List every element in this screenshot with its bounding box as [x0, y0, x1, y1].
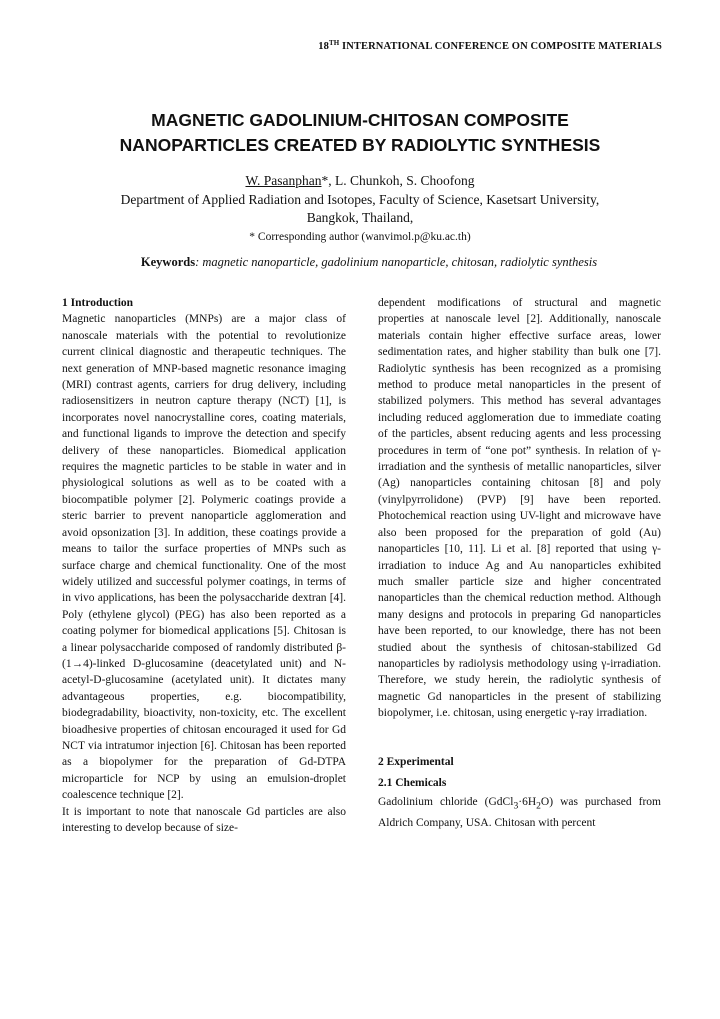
chemicals-text-3: O) was purchased from Aldrich Company, USA. Chitosan with percent [378, 796, 661, 830]
section-heading-experimental: 2 Experimental [378, 755, 454, 768]
intro-paragraph-2: It is important to note that nanoscale Gd particles are also interesting to develop because of size- [62, 805, 346, 834]
corresponding-author: * Corresponding author (wanvimol.p@ku.ac.th) [249, 230, 471, 243]
section-heading-introduction: 1 Introduction [62, 297, 134, 309]
intro-paragraph-1: Magnetic nanoparticles (MNPs) are a major class of nanoscale materials with the potential to revolutionize current clinical diagnostic and therapeutic techniques. The next generation of MNP-based magnetic resonance imaging (MRI) contrast agents, carriers for drug delivery, including radiosensitizers in neutron capture therapy (NCT) [1], is incorporates novel nanocrystalline cores, coating materials, and functional ligands to improve the detection and specify delivery of these nanoparticles. Biomedical application requires the magnetic particles to be stable in water and in physiological solutions as well as to be coated with a biocompatible polymer [2]. Polymeric coatings provide a steric barrier to prevent nanoparticle agglomeration and avoid opsonization [3]. In addition, these coatings provide a means to tailor the surface properties of MNPs such as surface charge and chemical functionality. One of the most widely utilized and successful polymer coatings, in terms of in vivo applications, has been the polysaccharide dextran [4]. Poly (ethylene glycol) (PEG) has also been reported as a coating polymer for biomedical applications [5]. Chitosan is a linear polysaccharide composed of randomly distributed β-(1→4)-linked D-glucosamine (deacetylated unit) and N-acetyl-D-glucosamine (acetylated unit). It dictates many advantageous properties, e.g. biocompatibility, biodegradability, bioactivity, non-toxicity, etc. The excellent bioadhesive properties of chitosan encouraged it used for Gd NCT via intratumor injection [6]. Chitosan has been reported as a biopolymer for the preparation of Gd-DTPA microparticle for NCP by using an emulsion-droplet coalescence technique [2]. [62, 313, 346, 802]
chemicals-text-2: ·6H [518, 796, 537, 809]
left-column [62, 295, 346, 836]
conference-ordinal: TH [329, 39, 340, 47]
keywords-text: : magnetic nanoparticle, gadolinium nanoparticle, chitosan, radiolytic synthesis [195, 255, 598, 269]
other-authors: *, L. Chunkoh, S. Choofong [321, 173, 475, 188]
affiliation-line-1: Department of Applied Radiation and Isotopes, Faculty of Science, Kasetsart University, [120, 191, 600, 207]
subscript-3: 3 [513, 800, 519, 812]
conference-header [318, 41, 662, 52]
paper-title [40, 108, 680, 158]
chemicals-paragraph [378, 794, 661, 831]
keywords-line [0, 255, 720, 270]
first-author: W. Pasanphan [245, 173, 322, 188]
intro-paragraph-3: dependent modifications of structural and magnetic properties at nanoscale level [2]. Additionally, nanoscale materials contain higher effective surface areas, lower sedimentation rates, and higher stability than bulk one [7]. Radiolytic synthesis has been recognized as a promising method to produce metal nanoparticles in the present of stabilized polymers. This method has several advantages including reduced agglomeration due to immediate coating of the particles, absent reducing agents and less processing procedures in term of “one pot” synthesis. In relation of γ-irradiation and the synthesis of metallic nanoparticles, silver (Ag) nanoparticles containing chitosan [8] and poly (vinylpyrrolidone) (PVP) [9] have been reported. Photochemical reaction using UV-light and microwave have also been proposed for the preparation of gold (Au) nanoparticles [10, 11]. Li et al. [8] reported that using γ-irradiation to induce Ag and Au nanoparticles exhibited much smaller particle size and higher concentrated nanoparticles than the chemical reduction method. Although many designs and protocols in preparing Gd nanoparticles have been reported, to our knowledge, there has not been studied about the synthesis of chitosan-stabilized Gd nanoparticles by radiolysis methodology using γ-irradiation. Therefore, we study herein, the radiolytic synthesis of magnetic Gd nanoparticles in the present of stabilizing biopolymer, i.e. chitosan, using energetic γ-ray irradiation. [378, 297, 661, 720]
subsection-heading-chemicals: 2.1 Chemicals [378, 776, 447, 789]
title-line-2: NANOPARTICLES CREATED BY RADIOLYTIC SYNTHESIS [119, 135, 601, 155]
right-column [378, 295, 661, 831]
author-list [60, 172, 660, 191]
keywords-label: Keywords [140, 255, 196, 269]
affiliation-line-2: Bangkok, Thailand, [306, 210, 414, 225]
conference-number: 18 [318, 41, 329, 52]
conference-name: INTERNATIONAL CONFERENCE ON COMPOSITE MATERIALS [339, 41, 662, 52]
title-line-1: MAGNETIC GADOLINIUM-CHITOSAN COMPOSITE [151, 110, 569, 130]
chemicals-text-1: Gadolinium chloride (GdCl [378, 796, 514, 809]
author-block [60, 172, 660, 246]
subscript-2: 2 [536, 800, 541, 812]
